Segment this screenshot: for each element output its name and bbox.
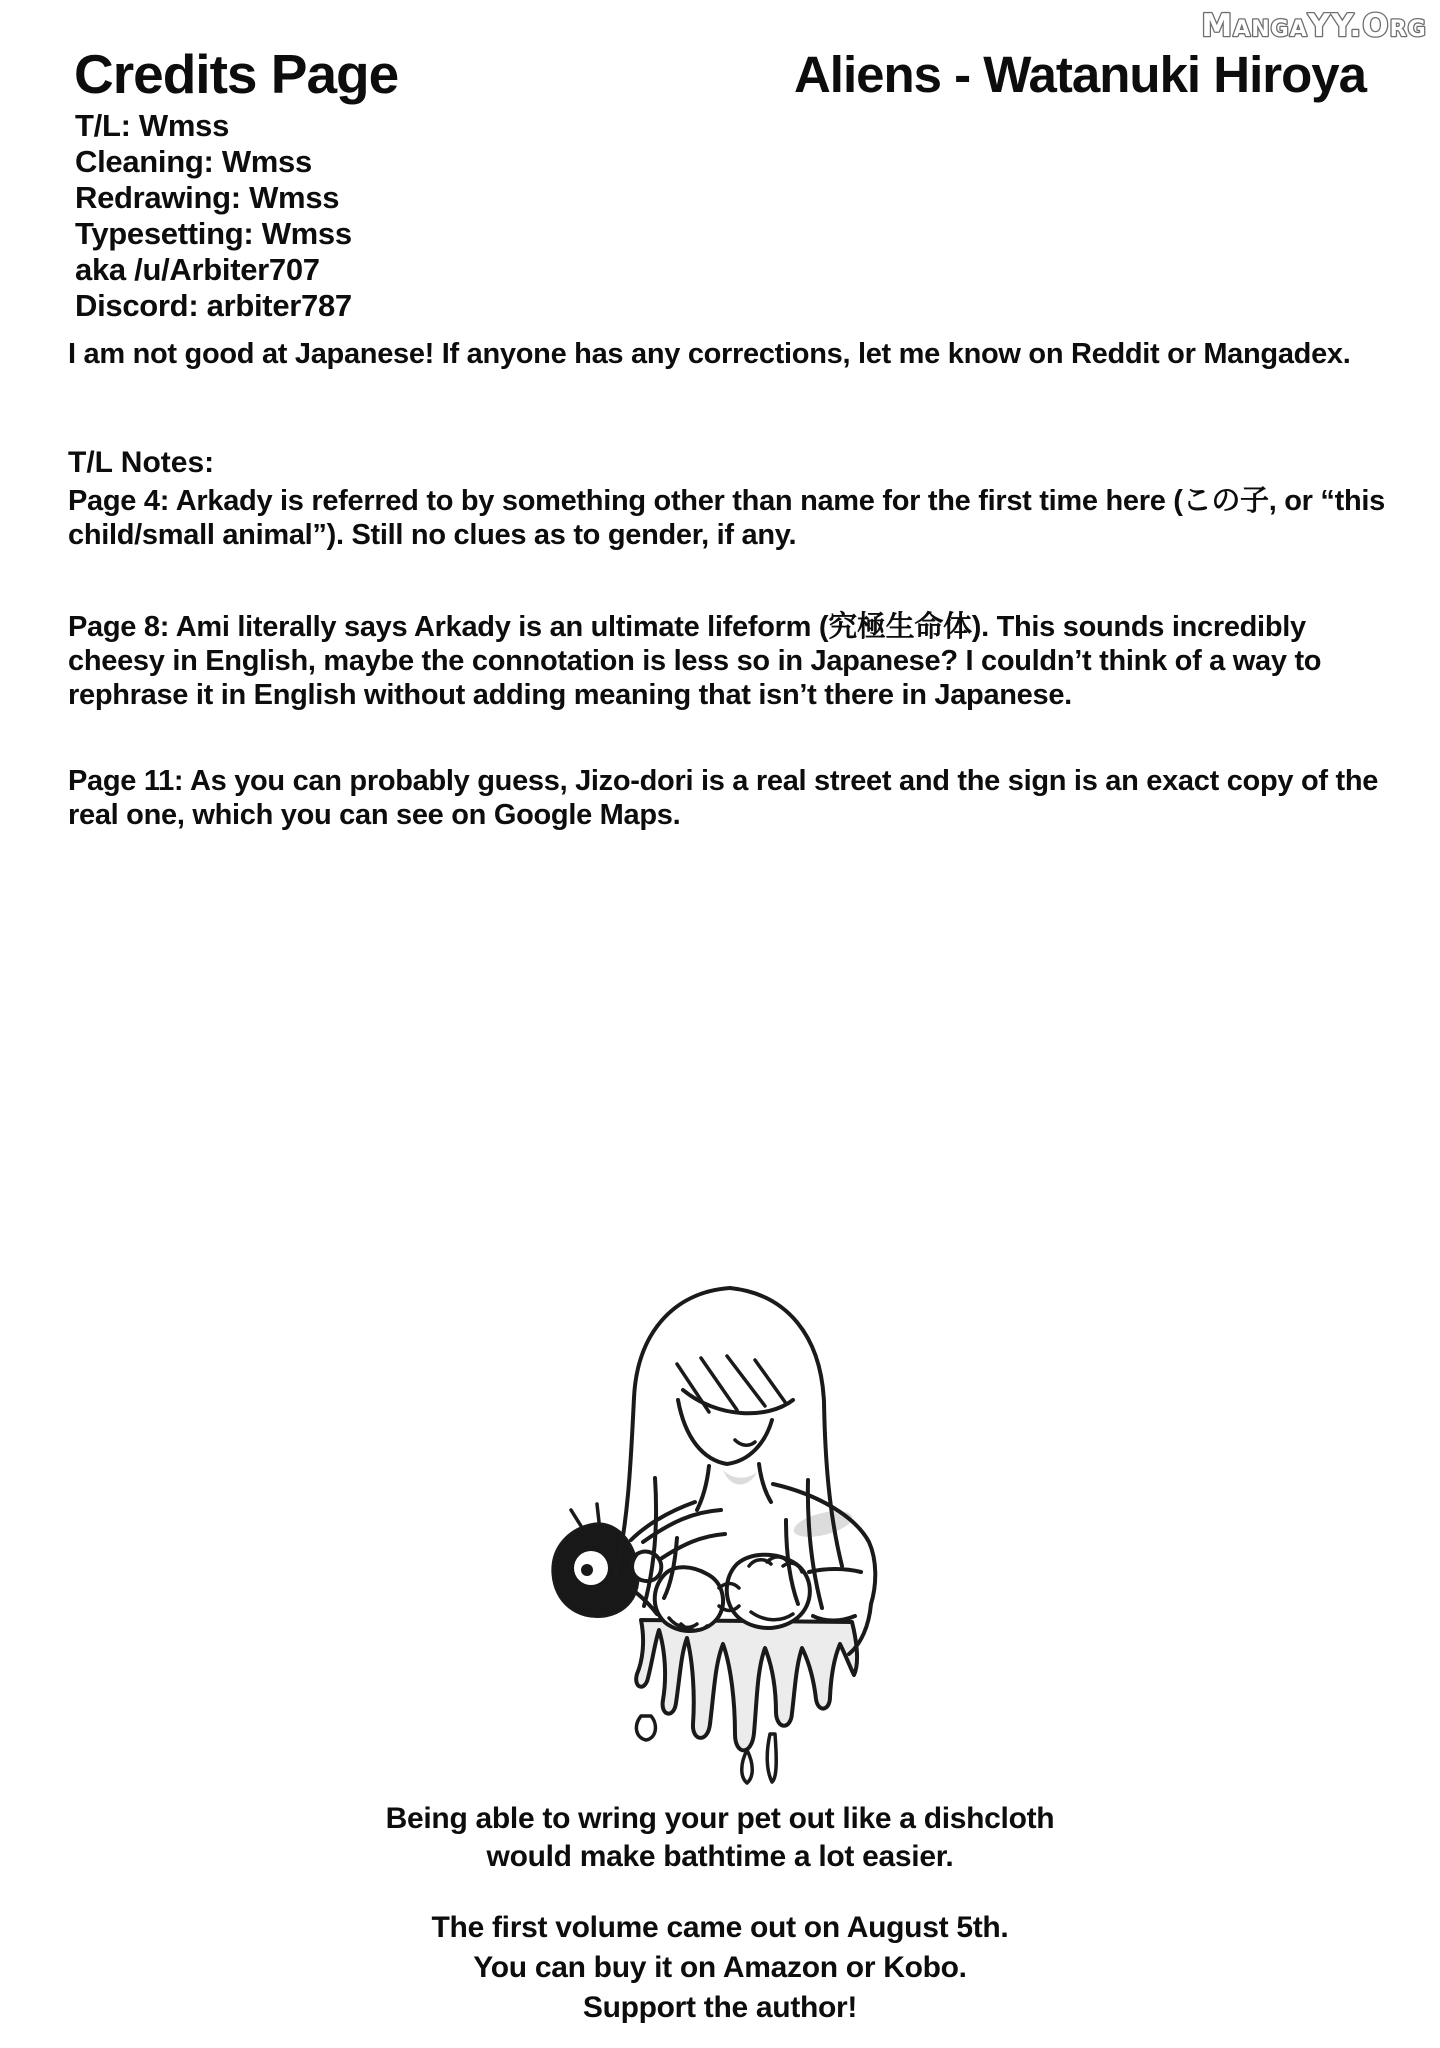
page-title: Credits Page <box>74 43 399 105</box>
credit-line-redrawing: Redrawing: Wmss <box>75 180 340 215</box>
girl-wringing-pet-drawing <box>525 1272 925 1792</box>
header <box>74 42 1366 106</box>
intro-note: I am not good at Japanese! If anyone has any corrections, let me know on Reddit or Mangadex. <box>68 338 1351 370</box>
thin-drip <box>767 1734 776 1782</box>
wringing-hands <box>655 1555 861 1631</box>
volume-release-line: The first volume came out on August 5th. <box>431 1911 1009 1944</box>
bangs <box>677 1356 785 1412</box>
support-author-line: Support the author! <box>582 1991 858 2024</box>
hair-outline-left <box>616 1288 730 1574</box>
small-drop-left <box>636 1716 655 1740</box>
site-watermark-text: MangaYY.Org <box>1201 8 1427 44</box>
left-shoulder <box>631 1502 695 1540</box>
falling-drop <box>742 1750 753 1783</box>
credits-list <box>75 108 352 324</box>
credit-line-discord: Discord: arbiter787 <box>75 288 352 323</box>
tl-note-page-4: Page 4: Arkady is referred to by something other than name for the first time here (この子, or “this child/small animal”). Still no clues as to gender, if any. <box>68 485 1385 551</box>
neck <box>697 1464 771 1510</box>
credit-line-aka: aka /u/Arbiter707 <box>75 252 320 287</box>
caption-line-1: Being able to wring your pet out like a dishcloth <box>385 1802 1055 1835</box>
tl-note-page-11: Page 11: As you can probably guess, Jizo-dori is a real street and the sign is an exact copy of the real one, which you can see on Google Maps. <box>68 765 1379 831</box>
dripping-liquid <box>636 1620 857 1783</box>
gripping-fist <box>632 1552 661 1581</box>
caption-line-2: would make bathtime a lot easier. <box>486 1840 954 1873</box>
series-author-title: Aliens - Watanuki Hiroya <box>793 46 1366 103</box>
credit-line-cleaning: Cleaning: Wmss <box>75 144 312 179</box>
smile <box>735 1440 755 1445</box>
tl-note-page-8: Page 8: Ami literally says Arkady is an ultimate lifeform (究極生命体). This sounds incredibly cheesy in English, maybe the connotation is less so in Japanese? I couldn’t think of a way to rephrase it in English without adding meaning that isn’t there in Japanese. <box>68 611 1322 711</box>
volume-info <box>0 1908 1440 2028</box>
illustration-caption <box>0 1800 1440 1876</box>
credit-line-tl: T/L: Wmss <box>75 108 230 143</box>
illustration-girl-wringing-pet <box>525 1272 925 1792</box>
tl-notes-heading: T/L Notes: <box>68 446 215 479</box>
volume-buy-line: You can buy it on Amazon or Kobo. <box>473 1951 967 1984</box>
credit-line-typesetting: Typesetting: Wmss <box>75 216 352 251</box>
